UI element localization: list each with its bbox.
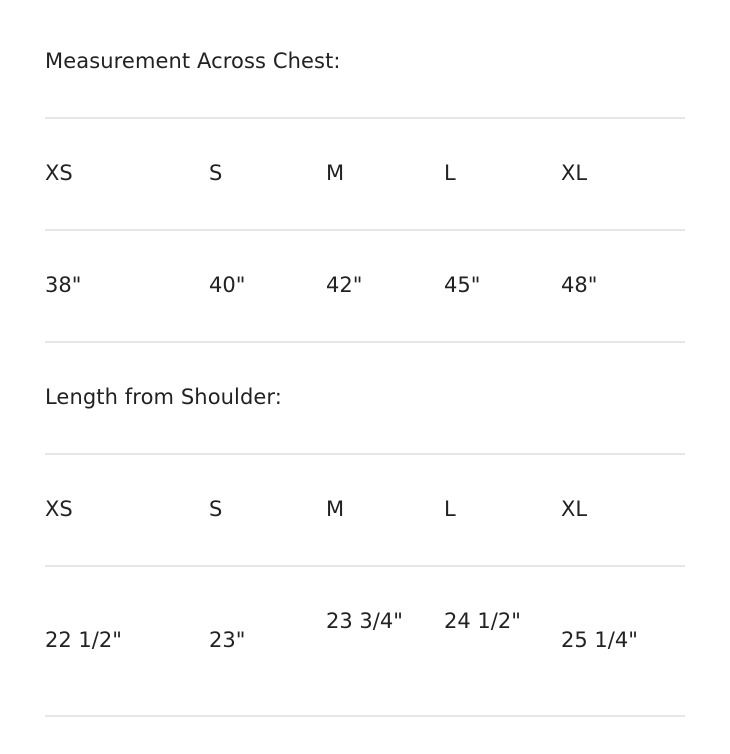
chest-section-title: Measurement Across Chest: [45, 49, 341, 73]
length-value-xl: 25 1/4" [561, 628, 638, 652]
divider [45, 229, 685, 231]
size-label-xl: XL [561, 161, 588, 185]
size-label-l: L [444, 161, 456, 185]
size-label-xs: XS [45, 161, 73, 185]
size-label-s: S [209, 497, 223, 521]
size-label-m: M [326, 161, 345, 185]
length-section-title: Length from Shoulder: [45, 385, 282, 409]
divider [45, 341, 685, 343]
divider [45, 565, 685, 567]
size-label-m: M [326, 497, 345, 521]
chest-value-s: 40" [209, 273, 246, 297]
chest-value-l: 45" [444, 273, 481, 297]
length-value-m: 23 3/4" [326, 609, 403, 633]
divider [45, 715, 685, 717]
length-value-l: 24 1/2" [444, 609, 521, 633]
size-label-xl: XL [561, 497, 588, 521]
size-label-xs: XS [45, 497, 73, 521]
length-value-s: 23" [209, 628, 246, 652]
divider [45, 117, 685, 119]
chest-value-m: 42" [326, 273, 363, 297]
chest-value-xs: 38" [45, 273, 82, 297]
chest-value-xl: 48" [561, 273, 598, 297]
divider [45, 453, 685, 455]
size-label-l: L [444, 497, 456, 521]
size-label-s: S [209, 161, 223, 185]
length-value-xs: 22 1/2" [45, 628, 122, 652]
